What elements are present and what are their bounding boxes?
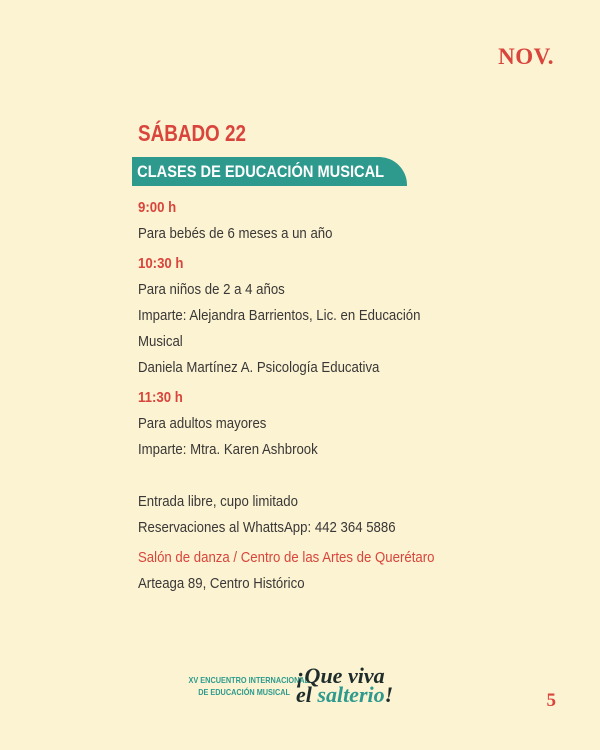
schedule-content (138, 118, 558, 597)
month-label: NOV. (498, 44, 554, 69)
entry-info: Entrada libre, cupo limitado (138, 493, 298, 510)
logo-line2 (296, 682, 394, 707)
session-line: Daniela Martínez A. Psicología Educativa (138, 359, 380, 376)
session-line: Imparte: Alejandra Barrientos, Lic. en Educación (138, 307, 421, 324)
venue-name: Salón de danza / Centro de las Artes de Querétaro (138, 549, 435, 566)
session-block (138, 251, 558, 381)
logo-exclaim: ! (384, 682, 394, 707)
session-line: Para bebés de 6 meses a un año (138, 225, 333, 242)
logo-line1: ¡Que viva (296, 663, 385, 688)
session-time: 9:00 h (138, 199, 177, 216)
reservations-info: Reservaciones al WhattsApp: 442 364 5886 (138, 519, 396, 536)
session-block (138, 195, 558, 247)
event-name-line2: DE EDUCACIÓN MUSICAL (198, 687, 290, 697)
venue-address: Arteaga 89, Centro Histórico (138, 575, 305, 592)
session-block (138, 385, 558, 463)
banner-label: CLASES DE EDUCACIÓN MUSICAL (137, 161, 385, 181)
event-name-line1: XV ENCUENTRO INTERNACIONAL (188, 675, 310, 685)
session-line: Musical (138, 333, 183, 350)
day-title: SÁBADO 22 (138, 120, 246, 146)
session-line: Para adultos mayores (138, 415, 267, 432)
page-number: 5 (546, 690, 556, 711)
section-banner (132, 157, 407, 186)
logo-salterio: salterio (317, 682, 385, 707)
session-time: 10:30 h (138, 255, 184, 272)
session-line: Para niños de 2 a 4 años (138, 281, 285, 298)
session-time: 11:30 h (138, 389, 183, 406)
logo-el: el (296, 682, 312, 707)
session-line: Imparte: Mtra. Karen Ashbrook (138, 441, 318, 458)
event-logo (296, 663, 394, 707)
